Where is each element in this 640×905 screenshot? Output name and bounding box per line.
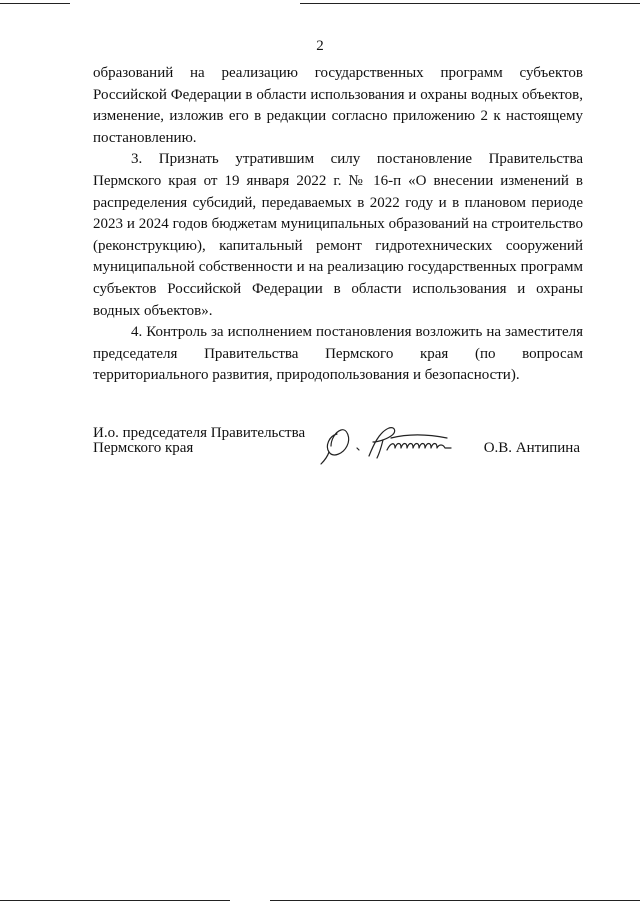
paragraph-continuation: образований на реализацию государственных программ субъектов Российской Федерации в области использования и охраны водных объектов, изменение, изложив его в редакции согласно приложению 2 к настоящему постановлению.	[93, 65, 583, 146]
signatory-title	[93, 426, 333, 456]
scan-edge-bottom-right	[270, 900, 640, 901]
signatory-title-line-1: И.о. председателя Правительства	[93, 425, 306, 441]
handwritten-signature	[317, 420, 487, 466]
scan-edge-top-left	[0, 3, 70, 4]
signature-block	[93, 426, 583, 486]
scan-edge-top-right	[300, 3, 640, 4]
paragraph-item-3: 3. Признать утратившим силу постановление Правительства Пермского края от 19 января 2022 г. № 16-п «О внесении изменений в распределения субсидий, передаваемых в 2022 году и в плановом периоде 2023 и 2024 годов бюджетам муниципальных образований на строительство (реконструкцию), капитальный ремонт гидротехнических сооружений муниципальной собственности и на реализацию государственных программ субъектов Российской Федерации в области использования и охраны водных объектов».	[93, 151, 583, 319]
document-body	[93, 63, 583, 387]
scan-edge-bottom-left	[0, 900, 230, 901]
signatory-name: О.В. Антипина	[483, 440, 580, 456]
paragraph-item-4: 4. Контроль за исполнением постановления возложить на заместителя председателя Правительства Пермского края (по вопросам территориального развития, природопользования и безопасности).	[93, 324, 583, 384]
signatory-title-line-2: Пермского края	[93, 440, 194, 456]
page-number: 2	[316, 38, 324, 54]
